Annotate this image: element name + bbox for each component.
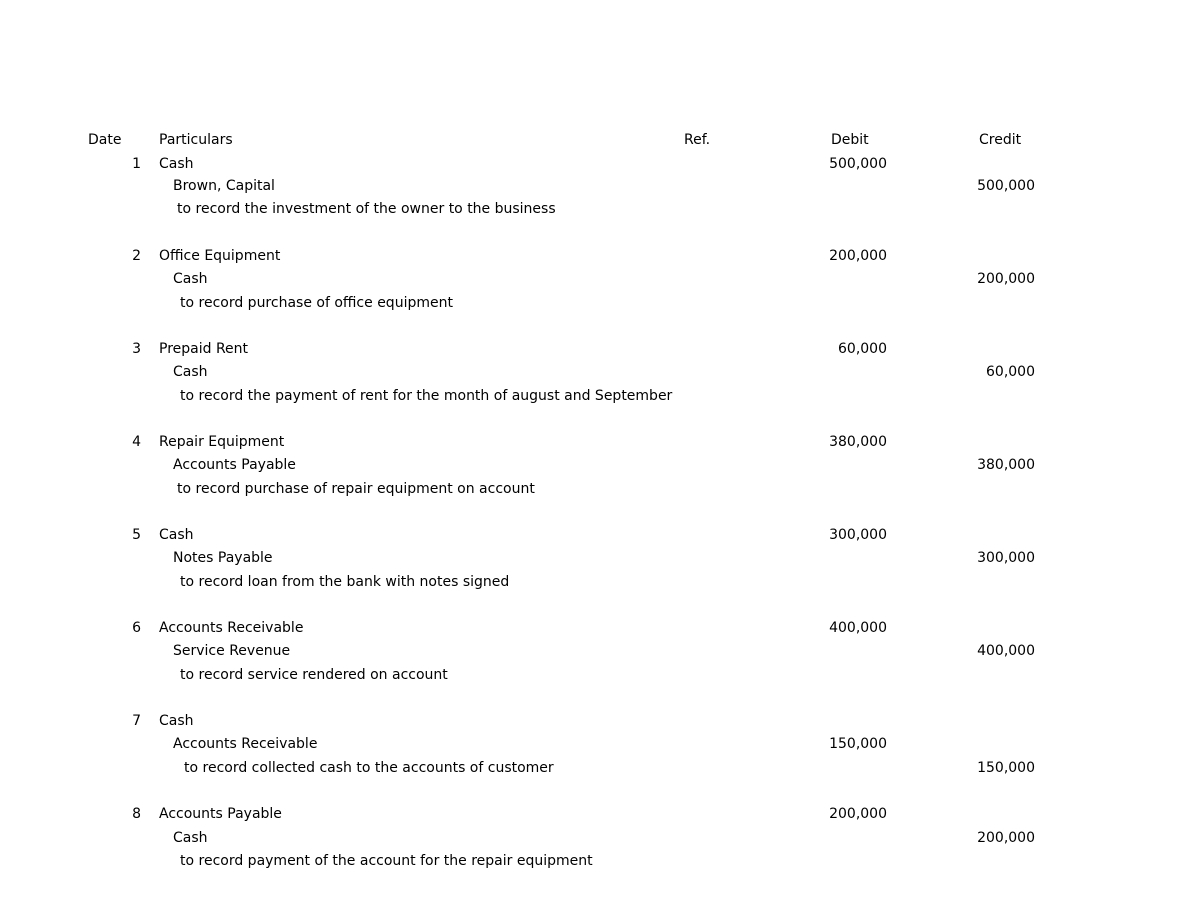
credit-account: Notes Payable <box>173 550 273 566</box>
debit-amount: 380,000 <box>829 434 887 450</box>
entry-memo: to record the payment of rent for the month of august and September <box>180 388 673 404</box>
credit-account: Accounts Receivable <box>173 736 318 752</box>
debit-amount: 60,000 <box>838 341 887 357</box>
credit-account: Brown, Capital <box>173 178 275 194</box>
credit-account: Service Revenue <box>173 643 291 659</box>
credit-amount: 400,000 <box>977 643 1035 659</box>
debit-amount: 200,000 <box>829 806 887 822</box>
credit-account: Cash <box>173 364 208 380</box>
ref-column-header: Ref. <box>684 132 711 148</box>
debit-amount: 300,000 <box>829 527 887 543</box>
entry-date: 5 <box>132 527 141 543</box>
credit-amount: 60,000 <box>986 364 1035 380</box>
debit-account: Accounts Payable <box>159 806 282 822</box>
particulars-column-header: Particulars <box>159 132 233 148</box>
credit-account: Cash <box>173 271 208 287</box>
entry-date: 1 <box>132 156 141 172</box>
entry-memo: to record collected cash to the accounts of customer <box>184 760 554 776</box>
credit-amount: 300,000 <box>977 550 1035 566</box>
credit-amount: 200,000 <box>977 271 1035 287</box>
credit-amount: 380,000 <box>977 457 1035 473</box>
debit-column-header: Debit <box>831 132 869 148</box>
credit-amount: 150,000 <box>977 760 1035 776</box>
debit-amount: 200,000 <box>829 248 887 264</box>
credit-amount: 500,000 <box>977 178 1035 194</box>
debit-amount: 400,000 <box>829 620 887 636</box>
debit-amount: 150,000 <box>829 736 887 752</box>
date-column-header: Date <box>88 132 122 148</box>
credit-account: Accounts Payable <box>173 457 296 473</box>
entry-date: 8 <box>132 806 141 822</box>
entry-date: 2 <box>132 248 141 264</box>
entry-date: 4 <box>132 434 141 450</box>
entry-date: 7 <box>132 713 141 729</box>
debit-amount: 500,000 <box>829 156 887 172</box>
entry-memo: to record payment of the account for the repair equipment <box>180 853 593 869</box>
entry-date: 6 <box>132 620 141 636</box>
debit-account: Cash <box>159 156 194 172</box>
credit-column-header: Credit <box>979 132 1022 148</box>
entry-memo: to record service rendered on account <box>180 667 448 683</box>
entry-memo: to record loan from the bank with notes signed <box>180 574 510 590</box>
entry-date: 3 <box>132 341 141 357</box>
entry-memo: to record the investment of the owner to the business <box>177 201 556 217</box>
debit-account: Accounts Receivable <box>159 620 304 636</box>
credit-account: Cash <box>173 830 208 846</box>
debit-account: Repair Equipment <box>159 434 285 450</box>
entry-memo: to record purchase of repair equipment on account <box>177 481 535 497</box>
debit-account: Prepaid Rent <box>159 341 249 357</box>
debit-account: Office Equipment <box>159 248 281 264</box>
debit-account: Cash <box>159 527 194 543</box>
credit-amount: 200,000 <box>977 830 1035 846</box>
entry-memo: to record purchase of office equipment <box>180 295 453 311</box>
debit-account: Cash <box>159 713 194 729</box>
